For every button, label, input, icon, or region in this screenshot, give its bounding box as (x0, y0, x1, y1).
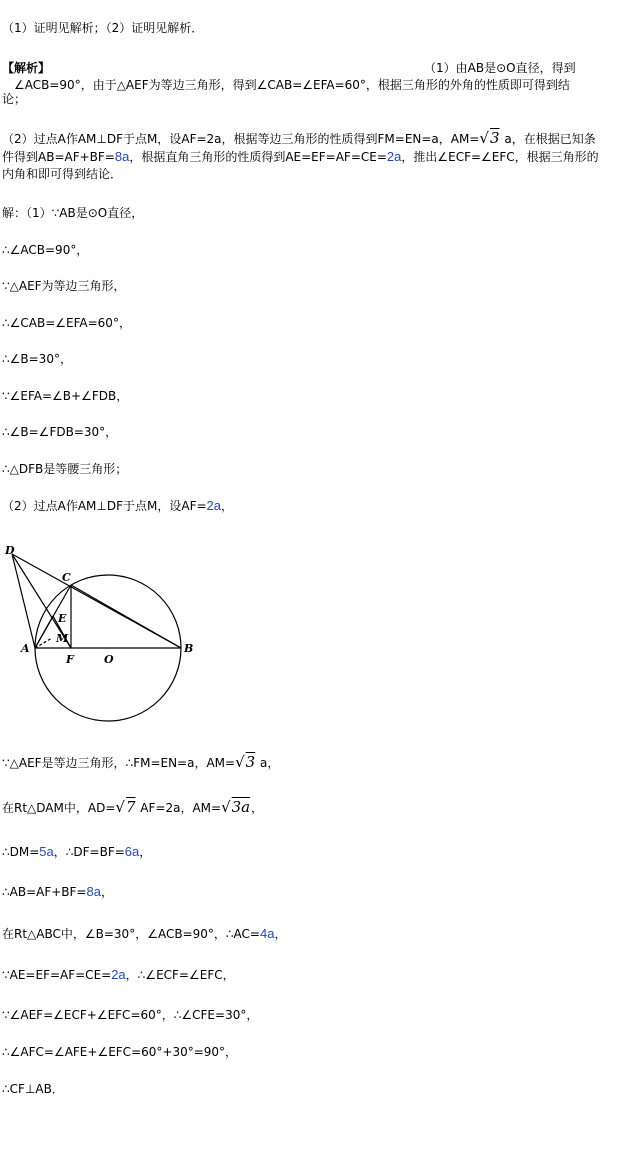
solution-line-10: ∵△AEF是等边三角形，∴FM=EN=a，AM=√3 a， (2, 753, 280, 771)
solution-line-16: ∵∠AEF=∠ECF+∠EFC=60°，∴∠CFE=30°， (2, 1008, 259, 1022)
solution-line-13: ∴AB=AF+BF=8a， (2, 884, 113, 899)
solution-line-12: ∴DM=5a，∴DF=BF=6a， (2, 844, 152, 859)
label-d: D (5, 544, 15, 557)
geometry-figure (0, 538, 200, 728)
solution-line-1: 解：（1）∵AB是⊙O直径， (2, 206, 144, 220)
solution-line-6: ∵∠EFA=∠B+∠FDB， (2, 389, 129, 403)
analysis-p1-b: ∠ACB=90°，由于△AEF为等边三角形，得到∠CAB=∠EFA=60°，根据三角形的外角的性质即可得到结 (14, 78, 570, 92)
solution-line-2: ∴∠ACB=90°， (2, 243, 89, 257)
solution-line-7: ∴∠B=∠FDB=30°， (2, 425, 118, 439)
analysis-p2-b: 件得到AB=AF+BF=8a，根据直角三角形的性质得到AE=EF=AF=CE=2a，推出∠ECF=∠EFC，根据三角形的 (2, 149, 599, 164)
label-o: O (104, 653, 114, 666)
solution-line-17: ∴∠AFC=∠AFE+∠EFC=60°+30°=90°， (2, 1045, 238, 1059)
label-b: B (184, 642, 194, 655)
label-a: A (21, 642, 30, 655)
solution-line-5: ∴∠B=30°， (2, 352, 72, 366)
analysis-p1-c: 论； (2, 92, 27, 106)
segment-da (12, 554, 35, 648)
label-c: C (62, 571, 71, 584)
solution-line-9: （2）过点A作AM⊥DF于点M，设AF=2a， (2, 498, 234, 513)
label-f: F (66, 653, 74, 666)
solution-line-3: ∵△AEF为等边三角形， (2, 279, 126, 293)
solution-line-4: ∴∠CAB=∠EFA=60°， (2, 316, 131, 330)
solution-line-8: ∴△DFB是等腰三角形； (2, 462, 128, 476)
analysis-p1-a: （1）由AB是⊙O直径，得到 (424, 61, 576, 75)
label-m: M (56, 632, 69, 645)
label-e: E (58, 612, 67, 625)
solution-line-15: ∵AE=EF=AF=CE=2a，∴∠ECF=∠EFC， (2, 967, 235, 982)
analysis-tag: 【解析】 (2, 61, 51, 75)
segment-cb (71, 585, 181, 648)
solution-line-18: ∴CF⊥AB． (2, 1082, 64, 1096)
analysis-p2-c: 内角和即可得到结论． (2, 167, 123, 181)
analysis-p2-a: （2）过点A作AM⊥DF于点M，设AF=2a，根据等边三角形的性质得到FM=EN=a，AM=√3 a，在根据已知条 (2, 129, 596, 147)
solution-line-14: 在Rt△ABC中，∠B=30°，∠ACB=90°，∴AC=4a， (2, 926, 287, 941)
answer-line: （1）证明见解析；（2）证明见解析． (2, 21, 204, 35)
sqrt-symbol: √3 (479, 129, 500, 147)
solution-line-11: 在Rt△DAM中，AD=√7 AF=2a，AM=√3a， (2, 798, 264, 816)
